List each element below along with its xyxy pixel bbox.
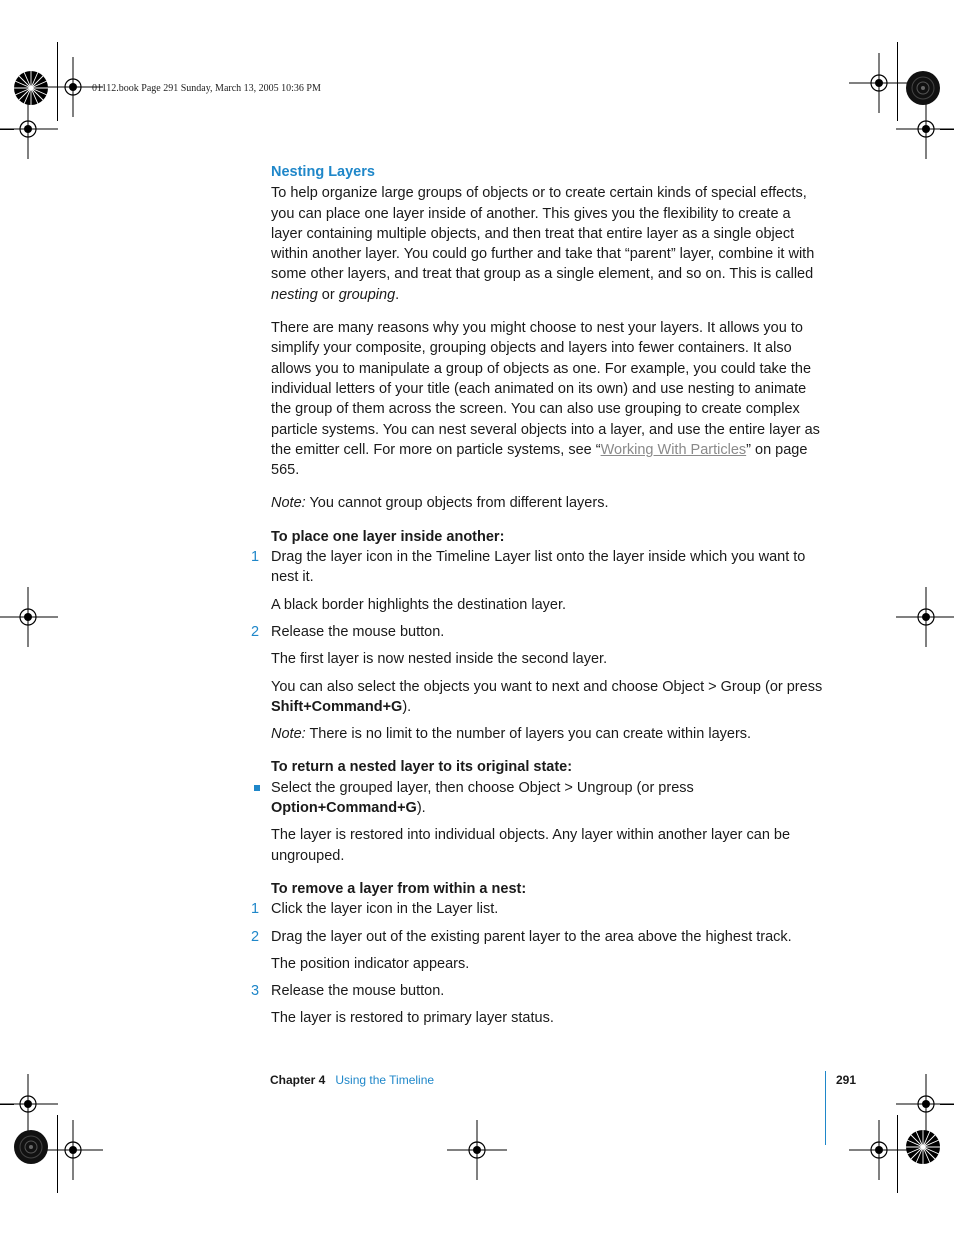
task-step: 1 Drag the layer icon in the Timeline Layer list onto the layer inside which you want to nest it. [251, 549, 806, 586]
starburst-target-icon [13, 70, 49, 106]
cross-reference-link[interactable]: Working With Particles [600, 441, 747, 458]
page-content [251, 162, 826, 1029]
registration-mark-icon [0, 99, 58, 159]
step-number: 3 [251, 983, 260, 1000]
keyboard-shortcut: Shift+Command+G [271, 698, 403, 715]
reasons-paragraph: There are many reasons why you might choose to nest your layers. It allows you to simplify your composite, grouping objects and layers into fewer containers. It also allows you to manipulate a group of objects as one. For example, you could take the individual letters of your title (each animated on its own) and use nesting to animate the group of them across the screen. You can also use grouping to create complex particle systems. You can nest several objects into a layer, and use the entire layer as the emitter cell. For more on particle systems, see “Working With Particles” on page 565. [271, 320, 820, 479]
task-step: 2 Release the mouse button. [271, 622, 826, 642]
chapter-title-link[interactable]: Using the Timeline [335, 1073, 435, 1087]
alternate-method: You can also select the objects you want to next and choose Object > Group (or press Shift+Command+G). [271, 678, 823, 715]
color-target-icon [905, 70, 941, 106]
footer-chapter [270, 1073, 434, 1087]
step-result: The position indicator appears. [271, 955, 470, 972]
step-result: The layer is restored to primary layer status. [271, 1010, 554, 1027]
registration-mark-icon [447, 1120, 507, 1180]
task-step: 3 Release the mouse button. [271, 981, 826, 1001]
registration-mark-icon [0, 587, 58, 647]
task-heading: To place one layer inside another: [271, 528, 505, 545]
step-number: 2 [251, 928, 260, 945]
chapter-label: Chapter 4 [270, 1073, 326, 1087]
color-target-icon [13, 1129, 49, 1165]
task-heading: To remove a layer from within a nest: [271, 880, 527, 897]
step-result: The first layer is now nested inside the second layer. [271, 651, 608, 668]
registration-mark-icon [43, 1120, 103, 1180]
task-step: 1 Click the layer icon in the Layer list. [271, 899, 826, 919]
starburst-target-icon [905, 1129, 941, 1165]
step-number: 1 [251, 549, 260, 566]
note-paragraph: Note: You cannot group objects from different layers. [271, 495, 609, 512]
task-bullet-step: Select the grouped layer, then choose Object > Ungroup (or press Option+Command+G). [271, 778, 826, 819]
note-paragraph: Note: There is no limit to the number of layers you can create within layers. [271, 726, 752, 743]
task-step: 2 Drag the layer out of the existing parent layer to the area above the highest track. [271, 927, 826, 947]
registration-mark-icon [896, 587, 954, 647]
section-title: Nesting Layers [271, 164, 375, 180]
step-number: 2 [251, 623, 260, 640]
registration-mark-icon [849, 1120, 909, 1180]
step-number: 1 [251, 901, 260, 918]
footer-divider [825, 1071, 826, 1145]
registration-mark-icon [896, 99, 954, 159]
task-heading: To return a nested layer to its original state: [271, 759, 573, 776]
step-result: A black border highlights the destination layer. [271, 596, 567, 613]
page-number: 291 [836, 1073, 857, 1087]
keyboard-shortcut: Option+Command+G [271, 800, 417, 817]
intro-paragraph: To help organize large groups of objects or to create certain kinds of special effects, you can place one layer inside of another. This gives you the flexibility to create a layer containing multiple objects, and then treat that entire layer as a single object within another layer. You could go further and take that “parent” layer, combine it with some other layers, and treat that group as a single element, and so on. This is called nesting or grouping. [271, 185, 815, 303]
step-result: The layer is restored into individual objects. Any layer within another layer can be ungrouped. [271, 827, 791, 864]
print-slug-header: 01112.book Page 291 Sunday, March 13, 2005 10:36 PM [92, 83, 321, 94]
bullet-icon [254, 785, 260, 791]
